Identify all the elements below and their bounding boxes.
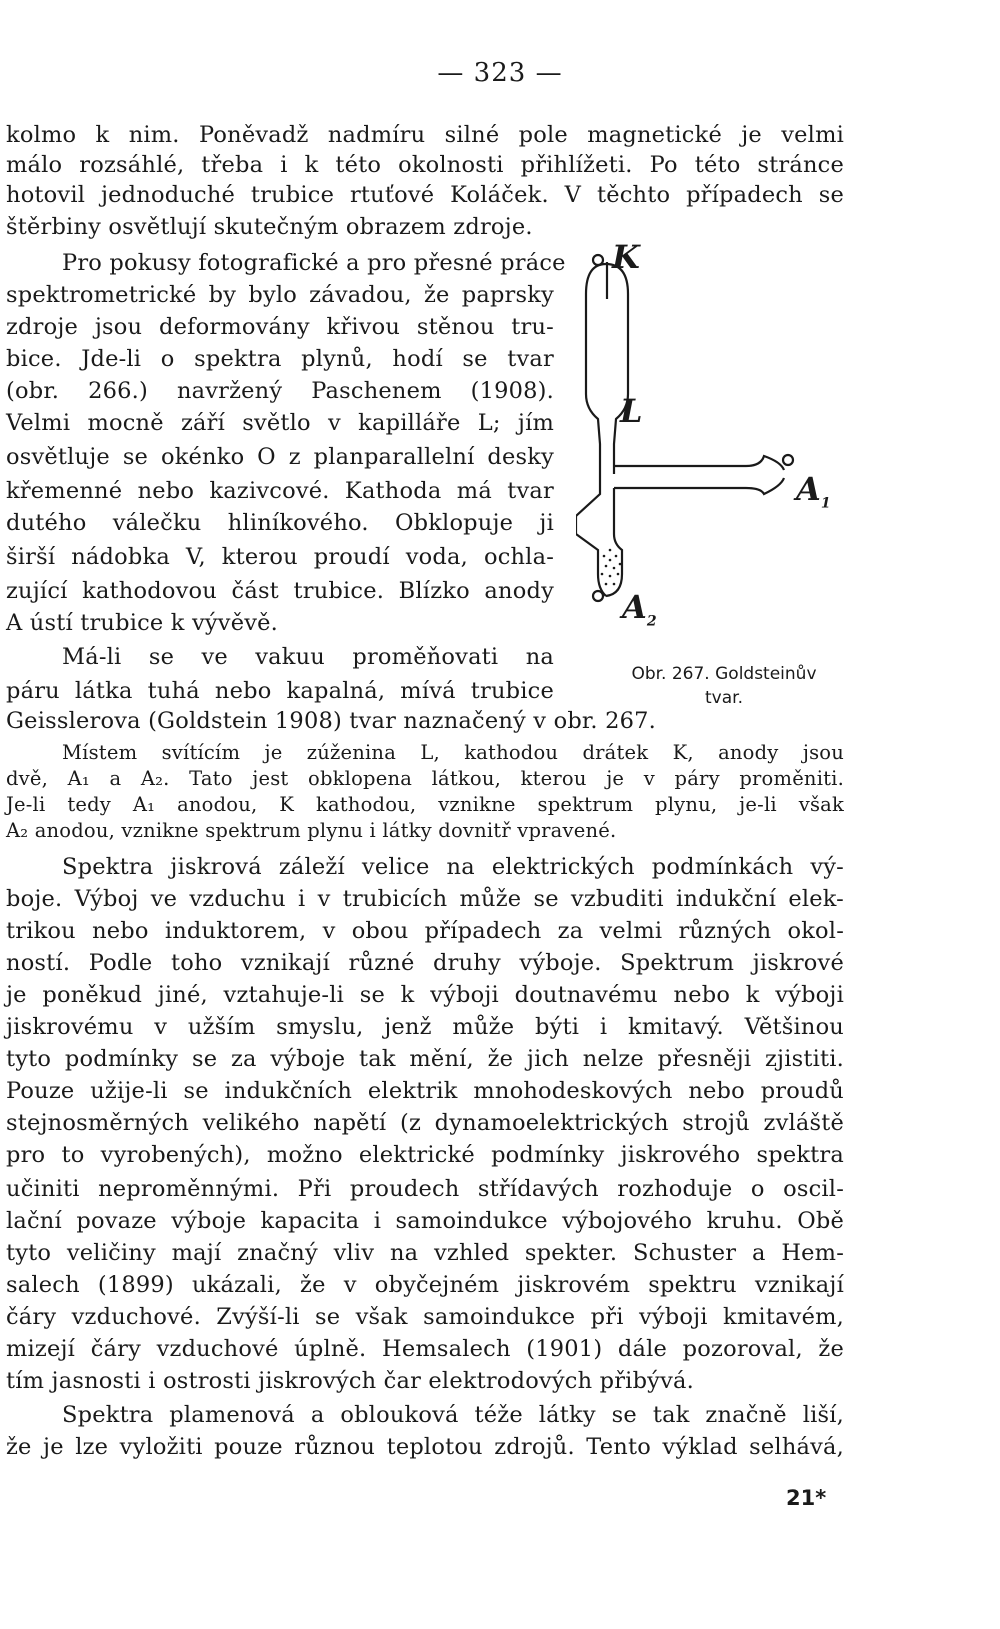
- small-text-line: A₂ anodou, vznikne spektrum plynu i látky dovnitř vpravené.: [6, 819, 617, 842]
- small-text-line: Místem svítícím je zúženina L, kathodou drátek K, anody jsou: [62, 741, 844, 764]
- figure-goldstein-tube: [576, 238, 836, 644]
- text-line: tím jasnosti i ostrosti jiskrových čar elektrodových přibývá.: [6, 1368, 694, 1394]
- text-line: páru látka tuhá nebo kapalná, mívá trubice: [6, 678, 554, 704]
- text-line: stejnosměrných velikého napětí (z dynamoelektrických strojů zvláště: [6, 1110, 844, 1136]
- text-line: učiniti neproměnnými. Při proudech střídavých rozhoduje o oscil-: [6, 1176, 844, 1202]
- small-text-line: Je-li tedy A₁ anodou, K kathodou, vznikne spektrum plynu, je-li však: [6, 793, 844, 816]
- text-line: trikou nebo induktorem, v obou případech za velmi různých okol-: [6, 918, 844, 944]
- text-line: křemenné nebo kazivcové. Kathoda má tvar: [6, 478, 554, 504]
- text-line: Spektra plamenová a oblouková téže látky se tak značně liší,: [62, 1402, 844, 1428]
- text-line: spektrometrické by bylo závadou, že paprsky: [6, 282, 554, 308]
- label-a2: $A_2$: [622, 588, 657, 630]
- text-line: Geisslerova (Goldstein 1908) tvar naznačený v obr. 267.: [6, 708, 657, 734]
- text-line: osvětluje se okénko O z planparallelní desky: [6, 444, 554, 470]
- caption-line: tvar.: [705, 688, 743, 708]
- text-line: čáry vzduchové. Zvýší-li se však samoindukce při výboji kmitavém,: [6, 1304, 844, 1330]
- text-line: mizejí čáry vzduchové úplně. Hemsalech (1901) dále pozoroval, že: [6, 1336, 844, 1362]
- caption-line: Obr. 267. Goldsteinův: [631, 664, 817, 684]
- page-number: — 323 —: [437, 58, 563, 88]
- text-line: Spektra jiskrová záleží velice na elektrických podmínkách vý-: [62, 854, 844, 880]
- text-line: boje. Výboj ve vzduchu i v trubicích může se vzbuditi indukční elek-: [6, 886, 844, 912]
- text-line: zující kathodovou část trubice. Blízko anody: [6, 578, 554, 604]
- signature-mark: 21*: [786, 1486, 827, 1510]
- text-line: tyto podmínky se za výboje tak mění, že jich nelze přesněji zjistiti.: [6, 1046, 844, 1072]
- text-line: (obr. 266.) navržený Paschenem (1908).: [6, 378, 554, 404]
- text-line: ností. Podle toho vznikají různé druhy výboje. Spektrum jiskrové: [6, 950, 844, 976]
- text-line: hotovil jednoduché trubice rtuťové Koláček. V těchto případech se: [6, 182, 844, 208]
- text-line: Velmi mocně září světlo v kapilláře L; jím: [6, 410, 554, 436]
- text-line: že je lze vyložiti pouze různou teplotou zdrojů. Tento výklad selhává,: [6, 1434, 844, 1460]
- figure-caption: [600, 662, 848, 710]
- label-a1: $A_1$: [796, 470, 831, 512]
- text-line: tyto veličiny mají značný vliv na vzhled spekter. Schuster a Hem-: [6, 1240, 844, 1266]
- text-line: málo rozsáhlé, třeba i k této okolnosti přihlížeti. Po této stránce: [6, 152, 844, 178]
- label-k: K: [612, 238, 640, 276]
- text-line: je poněkud jiné, vztahuje-li se k výboji doutnavému nebo k výboji: [6, 982, 844, 1008]
- text-line: širší nádobka V, kterou proudí voda, ochla-: [6, 544, 554, 570]
- text-line: salech (1899) ukázali, že v obyčejném jiskrovém spektru vznikají: [6, 1272, 844, 1298]
- text-line: Pouze užije-li se indukčních elektrik mnohodeskových nebo proudů: [6, 1078, 844, 1104]
- text-line: bice. Jde-li o spektra plynů, hodí se tvar: [6, 346, 554, 372]
- text-line: jiskrovému v užším smyslu, jenž může býti i kmitavý. Většinou: [6, 1014, 844, 1040]
- text-line: A ústí trubice k vývěvě.: [6, 610, 278, 636]
- text-line: lační povaze výboje kapacita i samoindukce výbojového kruhu. Obě: [6, 1208, 844, 1234]
- label-l: L: [620, 392, 643, 430]
- text-line: štěrbiny osvětlují skutečným obrazem zdroje.: [6, 214, 533, 240]
- text-line: zdroje jsou deformovány křivou stěnou tru-: [6, 314, 554, 340]
- tube-drawing: [576, 244, 836, 644]
- text-line: pro to vyrobených), možno elektrické podmínky jiskrového spektra: [6, 1142, 844, 1168]
- text-line: kolmo k nim. Poněvadž nadmíru silné pole magnetické je velmi: [6, 122, 844, 148]
- text-line: dutého válečku hliníkového. Obklopuje ji: [6, 510, 554, 536]
- small-text-line: dvě, A₁ a A₂. Tato jest obklopena látkou, kterou je v páry proměniti.: [6, 767, 844, 790]
- text-line: Má-li se ve vakuu proměňovati na: [62, 644, 554, 670]
- text-line: Pro pokusy fotografické a pro přesné práce: [62, 250, 566, 276]
